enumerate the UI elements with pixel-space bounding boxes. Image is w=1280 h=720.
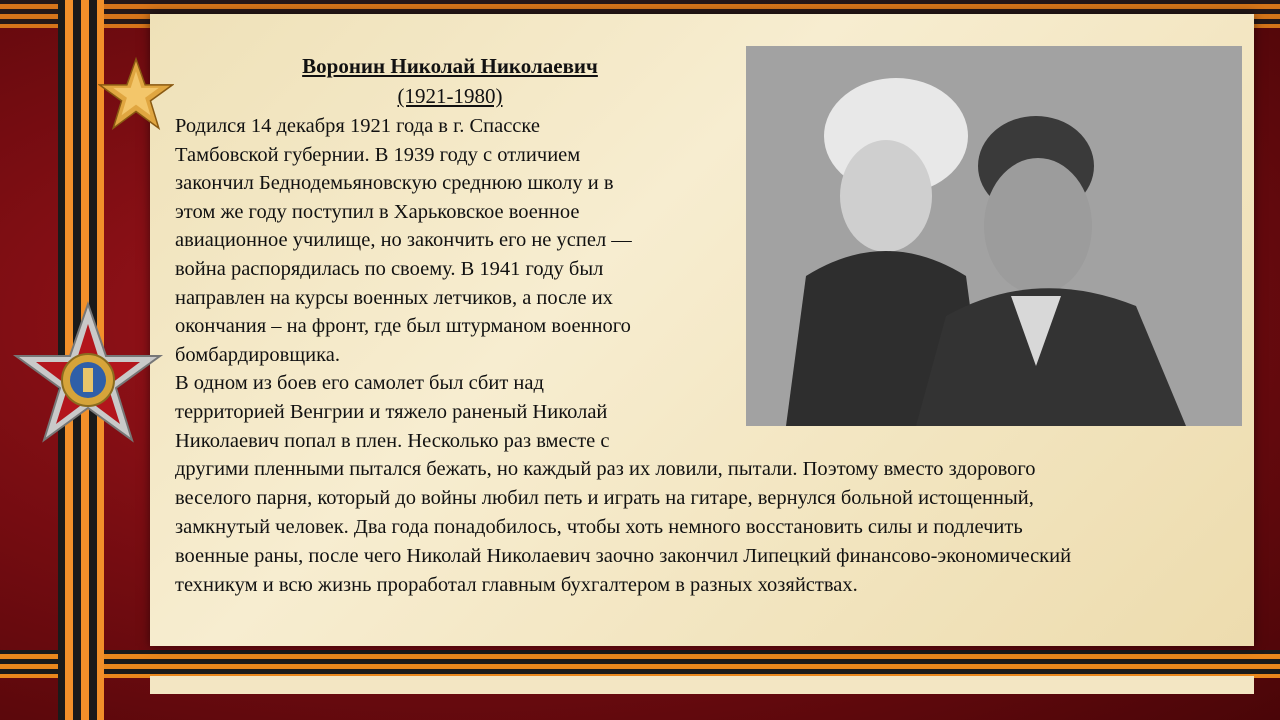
biography-line: веселого парня, который до войны любил петь и играть на гитаре, вернулся больной истощенный,: [175, 487, 1034, 509]
biography-line: Тамбовской губернии. В 1939 году с отличием: [175, 143, 581, 166]
biography-wide-block: [175, 455, 1245, 600]
biography-line: бомбардировщика.: [175, 343, 340, 366]
biography-line: другими пленными пытался бежать, но каждый раз их ловили, пытали. Поэтому вместо здорового: [175, 458, 1036, 480]
biography-line: В одном из боев его самолет был сбит над: [175, 372, 544, 395]
biography-line: территорией Венгрии и тяжело раненый Николай: [175, 400, 608, 423]
archival-photo: [746, 46, 1242, 426]
biography-narrow-block: [175, 112, 720, 455]
biography-line: окончания – на фронт, где был штурманом военного: [175, 315, 631, 338]
biography-line: военные раны, после чего Николай Николаевич заочно закончил Липецкий финансово-экономический: [175, 545, 1072, 567]
biography-line: закончил Беднодемьяновскую среднюю школу и в: [175, 172, 614, 195]
biography-line: замкнутый человек. Два года понадобилось, чтобы хоть немного восстановить силы и подлечить: [175, 516, 1023, 538]
biography-line: этом же году поступил в Харьковское военное: [175, 200, 580, 223]
biography-line: Родился 14 декабря 1921 года в г. Спасске: [175, 115, 540, 137]
gold-star-medal-icon: [98, 56, 174, 132]
panel-bottom-strip: [150, 676, 1254, 694]
biography-line: авиационное училище, но закончить его не успел —: [175, 229, 632, 252]
biography-line: техникум и всю жизнь проработал главным бухгалтером в разных хозяйствах.: [175, 574, 858, 596]
biography-line: Николаевич попал в плен. Несколько раз вместе с: [175, 429, 610, 452]
st-george-ribbon-bottom: [0, 650, 1280, 678]
person-name: Воронин Николай Николаевич: [302, 54, 598, 78]
order-of-patriotic-war-icon: [8, 300, 168, 460]
biography-line: направлен на курсы военных летчиков, а после их: [175, 286, 613, 309]
biography-line: война распорядилась по своему. В 1941 году был: [175, 257, 604, 280]
person-years: (1921-1980): [397, 84, 503, 108]
